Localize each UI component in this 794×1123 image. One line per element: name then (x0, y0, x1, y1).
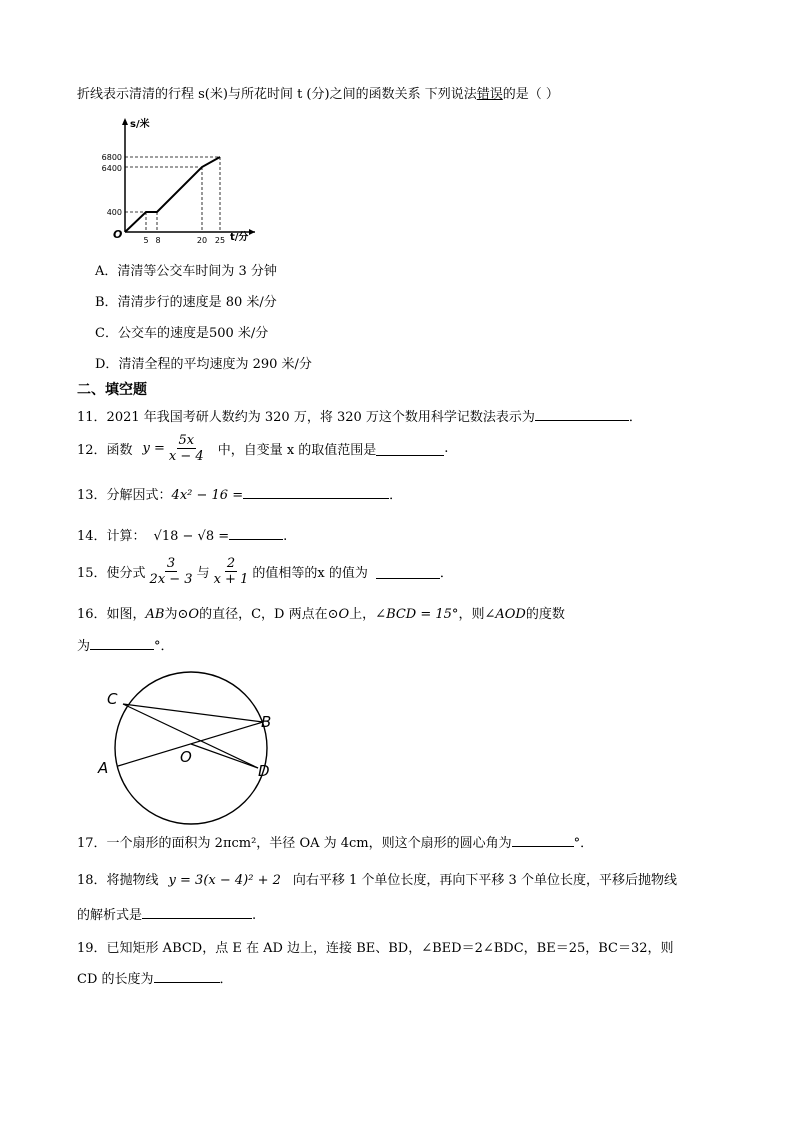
q17: 17．一个扇形的面积为 2πcm²，半径 OA 为 4cm，则这个扇形的圆心角为 °． (77, 832, 593, 851)
q15-fraction-1: $\frac{3}{2x - 3}$ (149, 556, 193, 587)
q16-line1: 16．如图，AB为⊙O的直径，C，D 两点在⊙O上，∠BCD = 15°，则∠AOD的度数 (77, 607, 565, 622)
q10-option-b: B．清清步行的速度是 80 米/分 (95, 295, 277, 310)
label-d: D (258, 762, 270, 780)
q17-answer-blank[interactable] (512, 832, 574, 847)
section-title: 二、填空题 (77, 382, 147, 398)
x-tick-5: 5 (143, 236, 149, 245)
x-tick-8: 8 (155, 236, 161, 245)
q11-answer-blank[interactable] (535, 406, 629, 421)
y-tick-6400: 6400 (101, 164, 122, 173)
q19-line1: 19．已知矩形 ABCD，点 E 在 AD 边上，连接 BE、BD，∠BED＝2∠BDC，BE＝25，BC＝32，则 (77, 941, 674, 956)
q18-answer-blank[interactable] (142, 904, 252, 919)
q13: 13．分解因式：4x² − 16 = ． (77, 484, 402, 503)
q14-answer-blank[interactable] (229, 525, 283, 540)
x-axis-arrow (249, 229, 255, 235)
label-b: B (261, 713, 272, 731)
q10-option-d: D．清清全程的平均速度为 290 米/分 (95, 357, 312, 372)
q14: 14．计算： √18 − √8 = . (77, 525, 287, 544)
q10-graph (101, 112, 260, 247)
y-tick-6800: 6800 (101, 153, 122, 162)
label-o: O (180, 748, 192, 766)
q19-line2: CD 的长度为 ． (77, 968, 233, 987)
x-axis-label: t/分 (230, 232, 249, 243)
q15-answer-blank[interactable] (376, 564, 440, 579)
x-tick-25: 25 (214, 236, 226, 245)
q10-option-c: C．公交车的速度是500 米/分 (95, 326, 269, 341)
chord-cb (123, 704, 263, 722)
y-axis-label: s/米 (130, 119, 150, 130)
q16-circle-figure (95, 680, 285, 820)
q19-answer-blank[interactable] (154, 968, 220, 983)
q12: 12．函数 y = $\frac{5x}{x - 4}$ 中，自变量 x 的取值范围是 . (77, 433, 449, 464)
q10-stem: 折线表示清清的行程 s(米)与所花时间 t (分)之间的函数关系 下列说法错误的是（ ） (77, 87, 559, 102)
q10-option-a: A．清清等公交车时间为 3 分钟 (95, 264, 277, 279)
label-c: C (107, 690, 118, 708)
y-axis-arrow (122, 118, 128, 125)
distance-time-line (125, 157, 220, 232)
label-a: A (98, 759, 109, 777)
radius-od (191, 744, 258, 768)
q15-fraction-2: $\frac{2}{x + 1}$ (213, 556, 249, 587)
q11: 11．2021 年我国考研人数约为 320 万，将 320 万这个数用科学记数法表示为 ． (77, 406, 642, 425)
q13-answer-blank[interactable] (243, 484, 389, 499)
x-tick-20: 20 (196, 236, 208, 245)
q15: 15．使分式 $\frac{3}{2x - 3}$ 与 $\frac{2}{x + 1}$ 的值相等的x 的值为 ． (77, 556, 453, 587)
q16-answer-blank[interactable] (90, 635, 154, 650)
origin-label: O (113, 228, 123, 241)
q16-line2: 为 °． (77, 635, 174, 654)
q12-answer-blank[interactable] (376, 441, 444, 456)
y-tick-400: 400 (106, 208, 122, 217)
q18-line2: 的解析式是 . (77, 904, 256, 923)
q18-line1: 18．将抛物线 y = 3(x − 4)² + 2 向右平移 1 个单位长度，再向下平移 3 个单位长度，平移后抛物线 (77, 873, 677, 888)
q12-fraction: $\frac{5x}{x - 4}$ (168, 433, 204, 464)
